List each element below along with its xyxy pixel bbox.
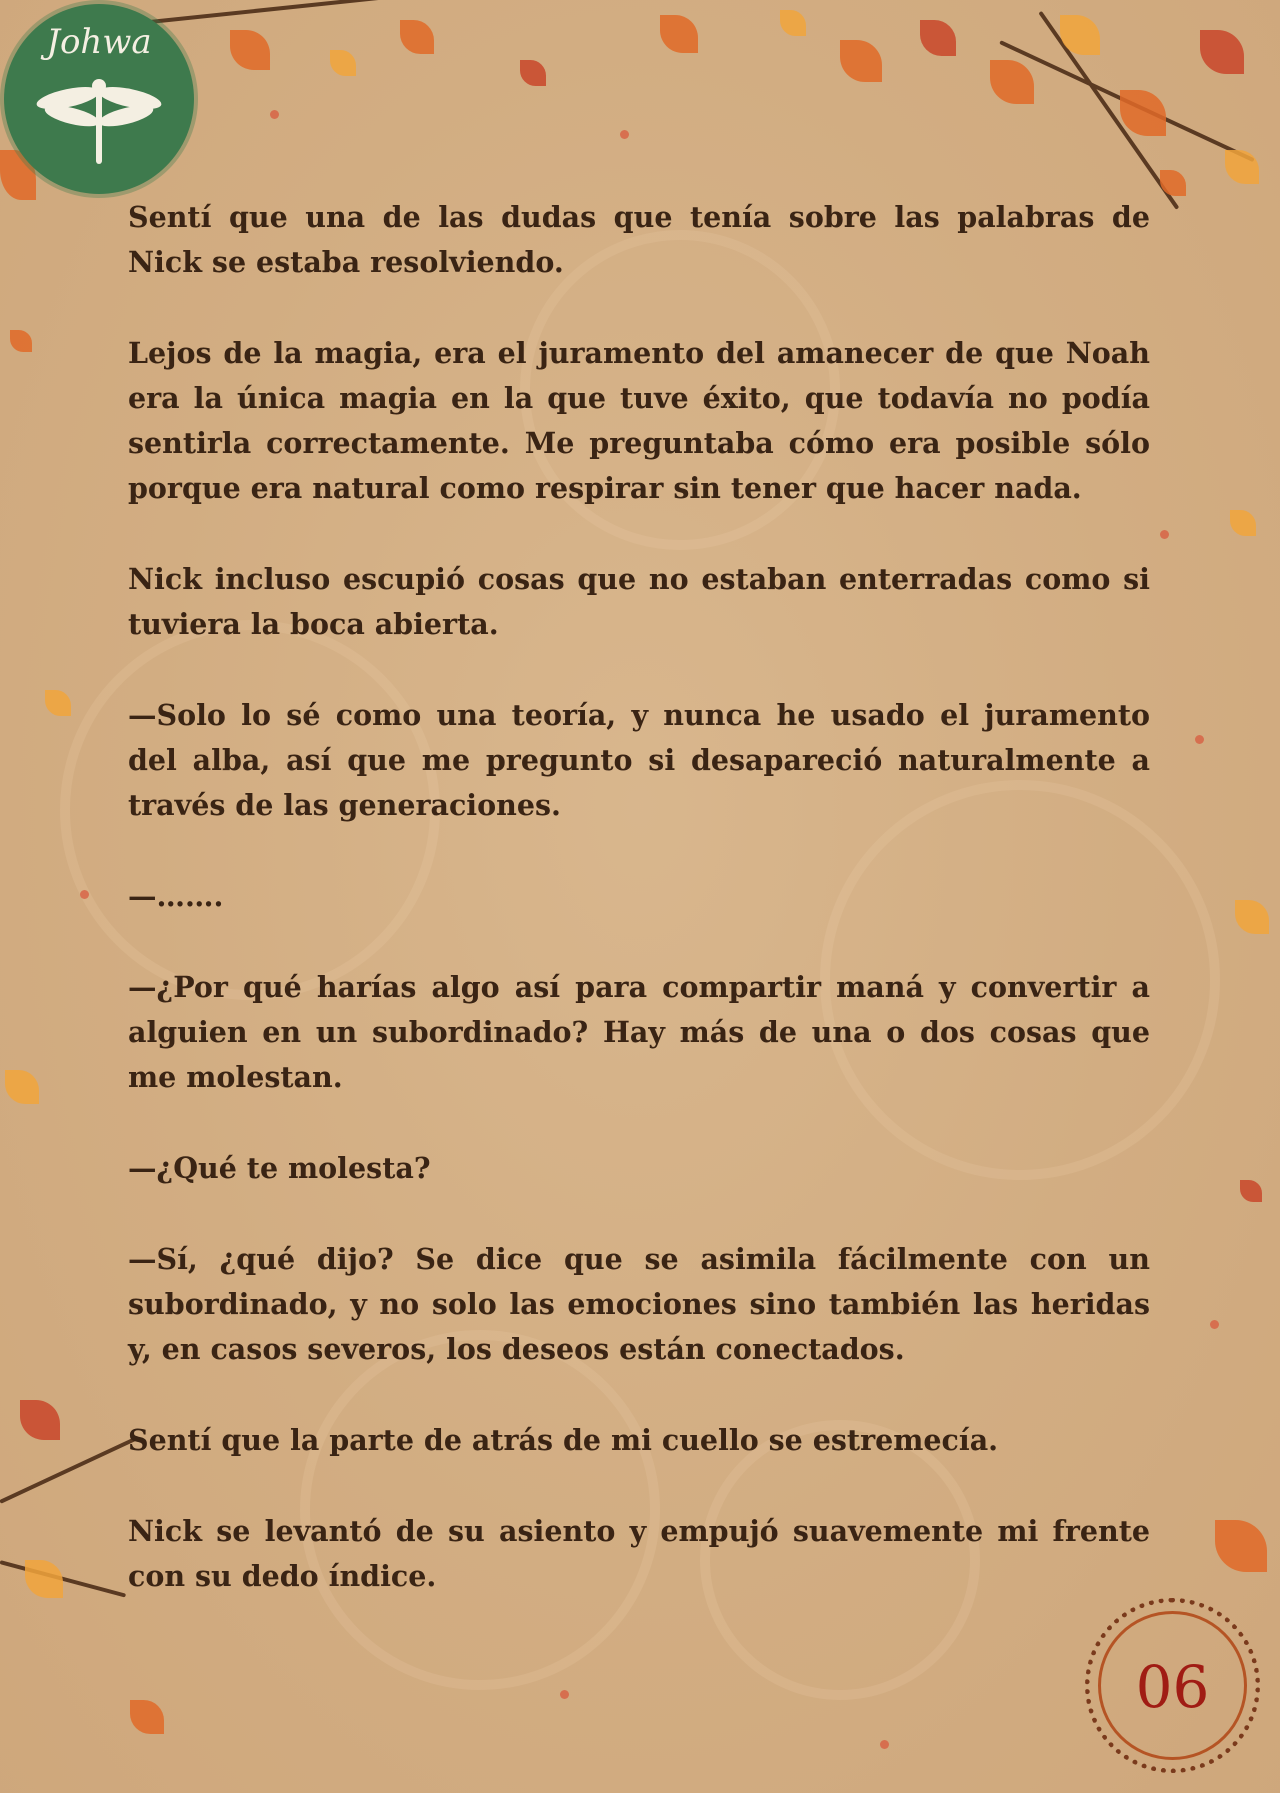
leaf-decoration — [920, 20, 956, 56]
leaf-decoration — [1200, 30, 1244, 74]
speckle-decoration — [1210, 1320, 1219, 1329]
leaf-decoration — [1240, 1180, 1262, 1202]
leaf-decoration — [330, 50, 356, 76]
leaf-decoration — [230, 30, 270, 70]
speckle-decoration — [1195, 735, 1204, 744]
leaf-decoration — [130, 1700, 164, 1734]
paragraph: —¿Qué te molesta? — [128, 1151, 431, 1185]
paragraph: —¿Por qué harías algo así para compartir maná y convertir a alguien en un subordinado? Hay más de una o dos cosas que me molestan. — [128, 970, 1150, 1094]
paragraph: Nick se levantó de su asiento y empujó suavemente mi frente con su dedo índice. — [128, 1514, 1150, 1593]
leaf-decoration — [5, 1070, 39, 1104]
paragraph: Sentí que la parte de atrás de mi cuello se estremecía. — [128, 1423, 999, 1457]
paragraph: —Sí, ¿qué dijo? Se dice que se asimila fácilmente con un subordinado, y no solo las emociones sino también las heridas y, en casos severos, los deseos están conectados. — [128, 1242, 1150, 1366]
paragraph: Nick incluso escupió cosas que no estaban enterradas como si tuviera la boca abierta. — [128, 562, 1150, 641]
leaf-decoration — [1215, 1520, 1267, 1572]
leaf-decoration — [840, 40, 882, 82]
leaf-decoration — [990, 60, 1034, 104]
leaf-decoration — [520, 60, 546, 86]
logo-text: Johwa — [46, 22, 152, 62]
page-number-wreath — [1085, 1598, 1260, 1773]
leaf-decoration — [660, 15, 698, 53]
leaf-decoration — [1120, 90, 1166, 136]
leaf-decoration — [10, 330, 32, 352]
leaf-decoration — [45, 690, 71, 716]
paragraph: —Solo lo sé como una teoría, y nunca he usado el juramento del alba, así que me pregunto si desapareció naturalmente a través de las generaciones. — [128, 698, 1150, 822]
leaf-decoration — [1225, 150, 1259, 184]
speckle-decoration — [880, 1740, 889, 1749]
speckle-decoration — [560, 1690, 569, 1699]
dragonfly-icon — [34, 72, 164, 172]
leaf-decoration — [1230, 510, 1256, 536]
logo-badge — [4, 4, 194, 194]
story-text — [128, 195, 1150, 1645]
branch-decoration — [0, 1560, 126, 1598]
paragraph: Sentí que una de las dudas que tenía sobre las palabras de Nick se estaba resolviendo. — [128, 200, 1150, 279]
speckle-decoration — [1160, 530, 1169, 539]
leaf-decoration — [25, 1560, 63, 1598]
speckle-decoration — [80, 890, 89, 899]
page-number: 06 — [1135, 1653, 1210, 1721]
branch-decoration — [0, 1437, 137, 1504]
paragraph: —……. — [128, 879, 224, 913]
speckle-decoration — [270, 110, 279, 119]
leaf-decoration — [780, 10, 806, 36]
speckle-decoration — [620, 130, 629, 139]
paragraph: Lejos de la magia, era el juramento del amanecer de que Noah era la única magia en la que tuve éxito, que todavía no podía sentirla correctamente. Me preguntaba cómo era posible sólo porque era natural como respirar sin tener que hacer nada. — [128, 336, 1150, 505]
leaf-decoration — [20, 1400, 60, 1440]
leaf-decoration — [1235, 900, 1269, 934]
leaf-decoration — [400, 20, 434, 54]
